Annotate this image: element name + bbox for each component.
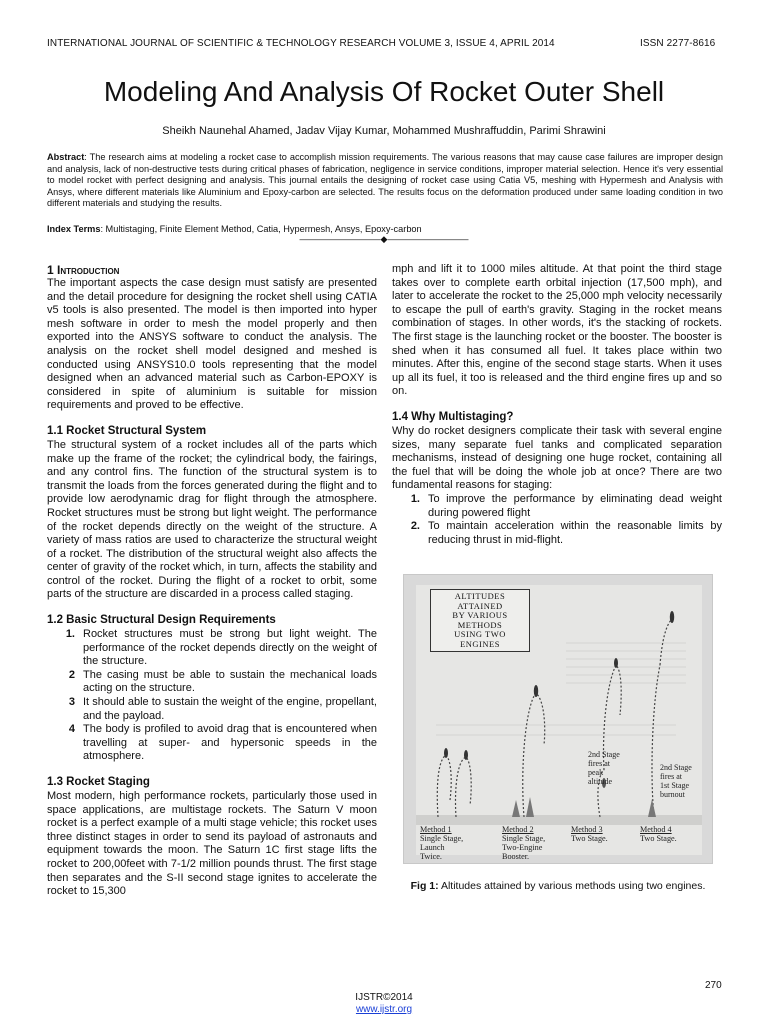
method-desc: Single Stage, bbox=[502, 834, 546, 843]
method-name: Method 3 bbox=[571, 825, 603, 834]
list-item-text: To improve the performance by eliminating dead weight during powered flight bbox=[428, 492, 722, 519]
method-name: Method 4 bbox=[640, 825, 672, 834]
list-item-number: 1. bbox=[65, 628, 75, 641]
list-item bbox=[47, 628, 377, 669]
left-column bbox=[47, 263, 377, 899]
section-1-2-heading: 1.2 Basic Structural Design Requirements bbox=[47, 614, 276, 627]
list-item-text: The body is profiled to avoid drag that is encountered when travelling at super- and hypersonic speeds in the atmosphere. bbox=[83, 723, 377, 763]
method-desc: Single Stage, bbox=[420, 834, 464, 843]
method1-rocket-b bbox=[464, 750, 468, 760]
copyright: IJSTR©2014 bbox=[355, 992, 413, 1003]
index-terms bbox=[47, 224, 723, 234]
intro-title: Introduction bbox=[57, 263, 120, 277]
list-item-text: To maintain acceleration within the reasonable limits by reducing thrust in mid-flight. bbox=[428, 520, 722, 546]
method4-exhaust bbox=[648, 799, 656, 817]
method3-rocket bbox=[614, 658, 618, 668]
separator: —————————◆————————— bbox=[299, 234, 469, 244]
method2-rocket bbox=[534, 685, 538, 697]
index-terms-text: : Multistaging, Finite Element Method, Catia, Hypermesh, Ansys, Epoxy-carbon bbox=[100, 224, 422, 234]
method2-exhaust-b bbox=[526, 797, 534, 817]
issn: ISSN 2277-8616 bbox=[640, 38, 716, 49]
figure-1 bbox=[403, 574, 713, 864]
method4-trajectory bbox=[652, 665, 660, 817]
method4-rocket bbox=[670, 611, 674, 623]
list-item-number: 3 bbox=[68, 696, 75, 709]
method2-trajectory bbox=[523, 693, 545, 817]
abstract-label: Abstract bbox=[47, 152, 85, 162]
list-item bbox=[47, 696, 377, 723]
label-line: fires at bbox=[588, 759, 610, 768]
right-column bbox=[392, 263, 722, 547]
figure-title-box bbox=[430, 589, 530, 652]
figure-caption-text: Altitudes attained by various methods using two engines. bbox=[438, 880, 706, 892]
method-desc: Two-Engine bbox=[502, 843, 543, 852]
requirements-list bbox=[47, 628, 377, 764]
journal-url-link[interactable]: www.ijstr.org bbox=[355, 1004, 413, 1015]
label-line: altitude bbox=[588, 777, 612, 786]
ground-band bbox=[416, 815, 702, 825]
method4-upper-trajectory bbox=[660, 619, 672, 665]
method-desc: Two Stage. bbox=[640, 834, 677, 843]
section-1-4-paragraph: Why do rocket designers complicate their task with several engine sizes, many separate fuel tanks and complicated separation mechanisms, instead of designing one huge rocket, containing all the fuel that will be doing the whole job at once? There are two fundamental reasons for staging: bbox=[392, 424, 722, 492]
list-item-text: Rocket structures must be strong but light weight. The performance of the rocket depends directly on the weight of the structure. bbox=[83, 628, 377, 668]
backdrop-lines bbox=[436, 643, 686, 735]
abstract-text: : The research aims at modeling a rocket case to accomplish mission requirements. The various reasons that may cause case failures are improper design and analysis, lack of non-destructive tests during critical phases of fabrication, negligence in service conditions, improper material selection. Hence it's very essential to model rocket with perfect designing and analysis. This journal entails the designing of rocket case using Catia V5, meshing with Hypermesh and Analysis with Ansys, where different materials like Aluminium and Epoxy-carbon are selected. The results focus on the deformation produced under same loading condition in two different materials and studying the results. bbox=[47, 152, 723, 208]
label-line: 2nd Stage bbox=[660, 763, 692, 772]
label-line: fires at bbox=[660, 772, 682, 781]
figure-image bbox=[416, 585, 702, 861]
method1-label bbox=[420, 825, 463, 861]
section-1-4-heading: 1.4 Why Multistaging? bbox=[392, 410, 514, 423]
method3-stage-label bbox=[588, 750, 620, 786]
method4-label bbox=[640, 825, 677, 843]
section-1-3-paragraph: Most modern, high performance rockets, particularly those used in space applications, are multistage rockets. The Saturn V moon rocket is a perfect example of a multi stage vehicle; this rocket uses three distinct stages in order to send its payload of astronauts and equipment towards the moon. The Saturn 1C first stage lifts the rocket to 200,00feet with 7-1/2 million pounds thrust. The first stage then separates and the S-II second stage ignites to accelerate the rocket to 15,300 bbox=[47, 790, 377, 898]
method4-stage-label bbox=[660, 763, 692, 799]
continued-paragraph: mph and lift it to 1000 miles altitude. At that point the third stage takes over to complete earth orbital injection (17,500 mph), and later to accelerate the rocket to the 25,000 mph velocity necessarily to escape the pull of earth's gravity. Staging in the rocket means combination of stages. In other words, it's the stacking of rockets. The first stage is the launching rocket or the booster. The booster is shed when it has consumed all fuel. It takes place within two minutes. After this, engine of the second stage starts. When it uses up all its fuel, it too is released and the third engine fires up and so on. bbox=[392, 263, 722, 398]
abstract bbox=[47, 152, 723, 210]
label-line: burnout bbox=[660, 790, 685, 799]
method-desc: Booster. bbox=[502, 852, 530, 861]
list-item-number: 2. bbox=[410, 520, 420, 533]
method1-trajectory-a bbox=[437, 755, 451, 817]
figure-caption bbox=[403, 880, 713, 893]
label-line: peak bbox=[588, 768, 604, 777]
method-desc: Twice. bbox=[420, 852, 442, 861]
section-1-1-heading: 1.1 Rocket Structural System bbox=[47, 424, 207, 437]
figure-title-line: BY VARIOUS METHODS bbox=[452, 610, 508, 630]
method-name: Method 1 bbox=[420, 825, 452, 834]
journal-header: INTERNATIONAL JOURNAL OF SCIENTIFIC & TECHNOLOGY RESEARCH VOLUME 3, ISSUE 4, APRIL 2014 bbox=[47, 38, 555, 49]
paper-title: Modeling And Analysis Of Rocket Outer Shell bbox=[103, 76, 665, 107]
figure-caption-label: Fig 1: bbox=[410, 880, 439, 892]
list-item-text: It should able to sustain the weight of the engine, propellant, and the payload. bbox=[83, 696, 377, 722]
method-desc: Two Stage. bbox=[571, 834, 608, 843]
figure-title-line: ALTITUDES ATTAINED bbox=[454, 591, 506, 611]
authors: Sheikh Naunehal Ahamed, Jadav Vijay Kumar, Mohammed Mushraffuddin, Parimi Shrawini bbox=[162, 125, 606, 137]
page-number: 270 bbox=[705, 980, 722, 991]
method1-rocket-a bbox=[444, 748, 448, 758]
figure-title-line: USING TWO ENGINES bbox=[454, 629, 506, 649]
method1-trajectory-b bbox=[455, 757, 471, 817]
intro-heading bbox=[47, 263, 377, 277]
method-desc: Launch bbox=[420, 843, 445, 852]
method2-label bbox=[502, 825, 545, 861]
list-item-text: The casing must be able to sustain the mechanical loads acting on the structure. bbox=[83, 668, 377, 695]
section-1-3-heading: 1.3 Rocket Staging bbox=[47, 776, 150, 788]
label-line: 2nd Stage bbox=[588, 750, 620, 759]
list-item-number: 2 bbox=[68, 668, 75, 681]
intro-paragraph: The important aspects the case design must satisfy are presented and the detail procedure for designing the rocket shell using CATIA v5 tools is also presented. The model is then imported into hyper mesh software in order to mesh the model properly and then exported into the ANSYS software to conduct the analysis. The analysis on the rocket shell model designed and meshed is conducted using ANSYS10.0 tools representing that the model designed when an advanced material such as Carbon-EPOXY is considered in spite of aluminium is suitable for mission requirements and proved to be effective. bbox=[47, 277, 377, 412]
method3-label bbox=[571, 825, 608, 843]
list-item-number: 1. bbox=[410, 492, 420, 505]
label-line: 1st Stage bbox=[660, 781, 690, 790]
index-terms-label: Index Terms bbox=[47, 224, 101, 234]
list-item bbox=[47, 669, 377, 696]
list-item bbox=[392, 520, 722, 547]
method-name: Method 2 bbox=[502, 825, 534, 834]
list-item bbox=[47, 723, 377, 764]
list-item-number: 4 bbox=[68, 723, 75, 736]
staging-reasons-list bbox=[392, 493, 722, 547]
method2-exhaust-a bbox=[512, 800, 520, 817]
intro-number: 1 bbox=[47, 263, 58, 277]
list-item bbox=[392, 493, 722, 520]
section-1-1-paragraph: The structural system of a rocket includes all of the parts which make up the frame of the rocket; the cylindrical body, the fairings, and any control fins. The function of the structural system is to transmit the loads from the forces generated during the flight and to provide low aerodynamic drag for flight through the atmosphere. Rocket structures must be strong but light weight. The performance of the rocket depends directly on the weight of the structure. A variety of mass ratios are used to characterize the structural weight of a rocket. The distribution of the structural weight also affects the center of gravity of the rocket which, in turn, affects the stability and control of the rocket. During the flight of a rocket to orbit, some parts of the structure are discarded in a process called staging. bbox=[47, 438, 377, 601]
